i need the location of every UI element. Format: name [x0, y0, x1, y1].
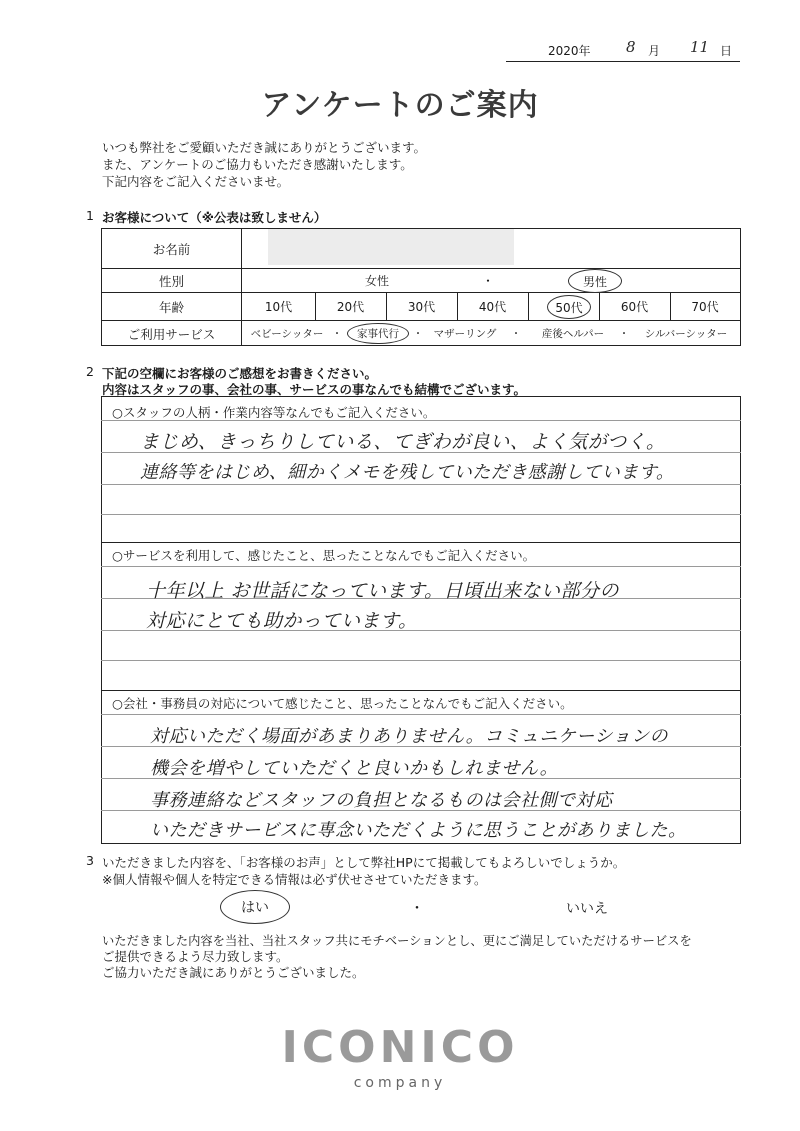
gender-separator: ・ [481, 274, 494, 288]
service-separator-4: ・ [618, 328, 630, 340]
section3-line-2: ※個人情報や個人を特定できる情報は必ず伏せさせていただきます。 [102, 872, 487, 887]
service-label: ご利用サービス [102, 321, 242, 346]
gender-label: 性別 [102, 269, 242, 292]
date-day-unit: 日 [720, 44, 733, 58]
service-postpartum-helper: 産後ヘルパー [541, 328, 605, 340]
age-60s: 60代 [620, 300, 649, 314]
age-10s: 10代 [264, 300, 293, 314]
gender-female: 女性 [364, 274, 389, 288]
answer-service-line-1: 十年以上 お世話になっています。日頃出来ない部分の [146, 580, 620, 602]
intro-line-2: また、アンケートのご協力もいただき感謝いたします。 [102, 157, 413, 172]
answer-staff-line-2: 連絡等をはじめ、細かくメモを残していただき感謝しています。 [140, 462, 675, 483]
answer-company-line-2: 機会を増やしていただくと良いかもしれません。 [150, 758, 559, 779]
service-separator-2: ・ [412, 328, 424, 340]
service-separator-3: ・ [510, 328, 522, 340]
intro-line-1: いつも弊社をご愛顧いただき誠にありがとうございます。 [102, 140, 427, 155]
age-70s: 70代 [691, 300, 719, 314]
answer-separator: ・ [410, 901, 424, 917]
answer-company-line-4: いただきサービスに専念いただくように思うことがありました。 [150, 820, 687, 841]
company-logo-subtitle: company [353, 1075, 447, 1091]
closing-line-2: ご提供できるよう尽力致します。 [102, 949, 289, 964]
question-staff: ○スタッフの人柄・作業内容等なんでもご記入ください。 [112, 405, 436, 420]
page-title: アンケートのご案内 [261, 88, 539, 123]
answer-service-line-2: 対応にとても助かっています。 [146, 610, 418, 632]
age-30s: 30代 [407, 300, 436, 314]
answer-no: いいえ [566, 901, 608, 917]
section3-line-1: いただきました内容を、「お客様のお声」として弊社HPにて掲載してもよろしいでしょうか。 [102, 855, 626, 870]
age-label: 年齢 [102, 293, 242, 320]
company-logo: ICONICO [281, 1022, 519, 1073]
section1-number: 1 [86, 208, 94, 223]
section2-heading-2: 内容はスタッフの事、会社の事、サービスの事なんでも結構でございます。 [102, 382, 527, 397]
age-50s-circled: 50代 [547, 295, 591, 319]
answer-company-line-1: 対応いただく場面があまりありません。コミュニケーションの [150, 726, 668, 747]
redacted-name [268, 229, 514, 265]
date-line [506, 40, 740, 62]
service-row [102, 321, 740, 346]
section2-heading-1: 下記の空欄にお客様のご感想をお書きください。 [102, 366, 378, 381]
service-housekeeping-circled: 家事代行 [347, 323, 409, 344]
answer-company-line-3: 事務連絡などスタッフの負担となるものは会社側で対応 [150, 790, 613, 811]
intro-line-3: 下記内容をご記入くださいませ。 [102, 174, 290, 189]
answer-staff-line-1: まじめ、きっちりしている、てぎわが良い、よく気がつく。 [140, 431, 666, 453]
date-month-unit: 月 [648, 44, 661, 58]
age-40s: 40代 [478, 300, 507, 314]
gender-male-circled: 男性 [568, 269, 622, 293]
service-separator-1: ・ [331, 328, 343, 340]
question-service: ○サービスを利用して、感じたこと、思ったことなんでもご記入ください。 [112, 548, 536, 563]
age-20s: 20代 [336, 300, 365, 314]
date-month-value: 8 [626, 38, 636, 56]
section3-number: 3 [86, 853, 94, 868]
age-row [102, 293, 740, 321]
date-day-value: 11 [690, 38, 710, 56]
section2-number: 2 [86, 364, 94, 379]
answer-yes-circled: はい [220, 890, 290, 924]
question-company: ○会社・事務員の対応について感じたこと、思ったことなんでもご記入ください。 [112, 696, 573, 711]
date-year: 2020年 [548, 44, 591, 58]
gender-row [102, 269, 740, 293]
service-silver-sitter: シルバーシッター [644, 328, 728, 340]
closing-line-1: いただきました内容を当社、当社スタッフ共にモチベーションとし、更にご満足していただけるサービスを [102, 934, 692, 948]
closing-line-3: ご協力いただき誠にありがとうございました。 [102, 965, 365, 980]
service-mothering: マザーリング [433, 328, 497, 340]
service-babysitter: ベビーシッター [250, 328, 324, 340]
name-label: お名前 [102, 229, 242, 268]
section1-heading: お客様について（※公表は致しません） [102, 210, 327, 225]
